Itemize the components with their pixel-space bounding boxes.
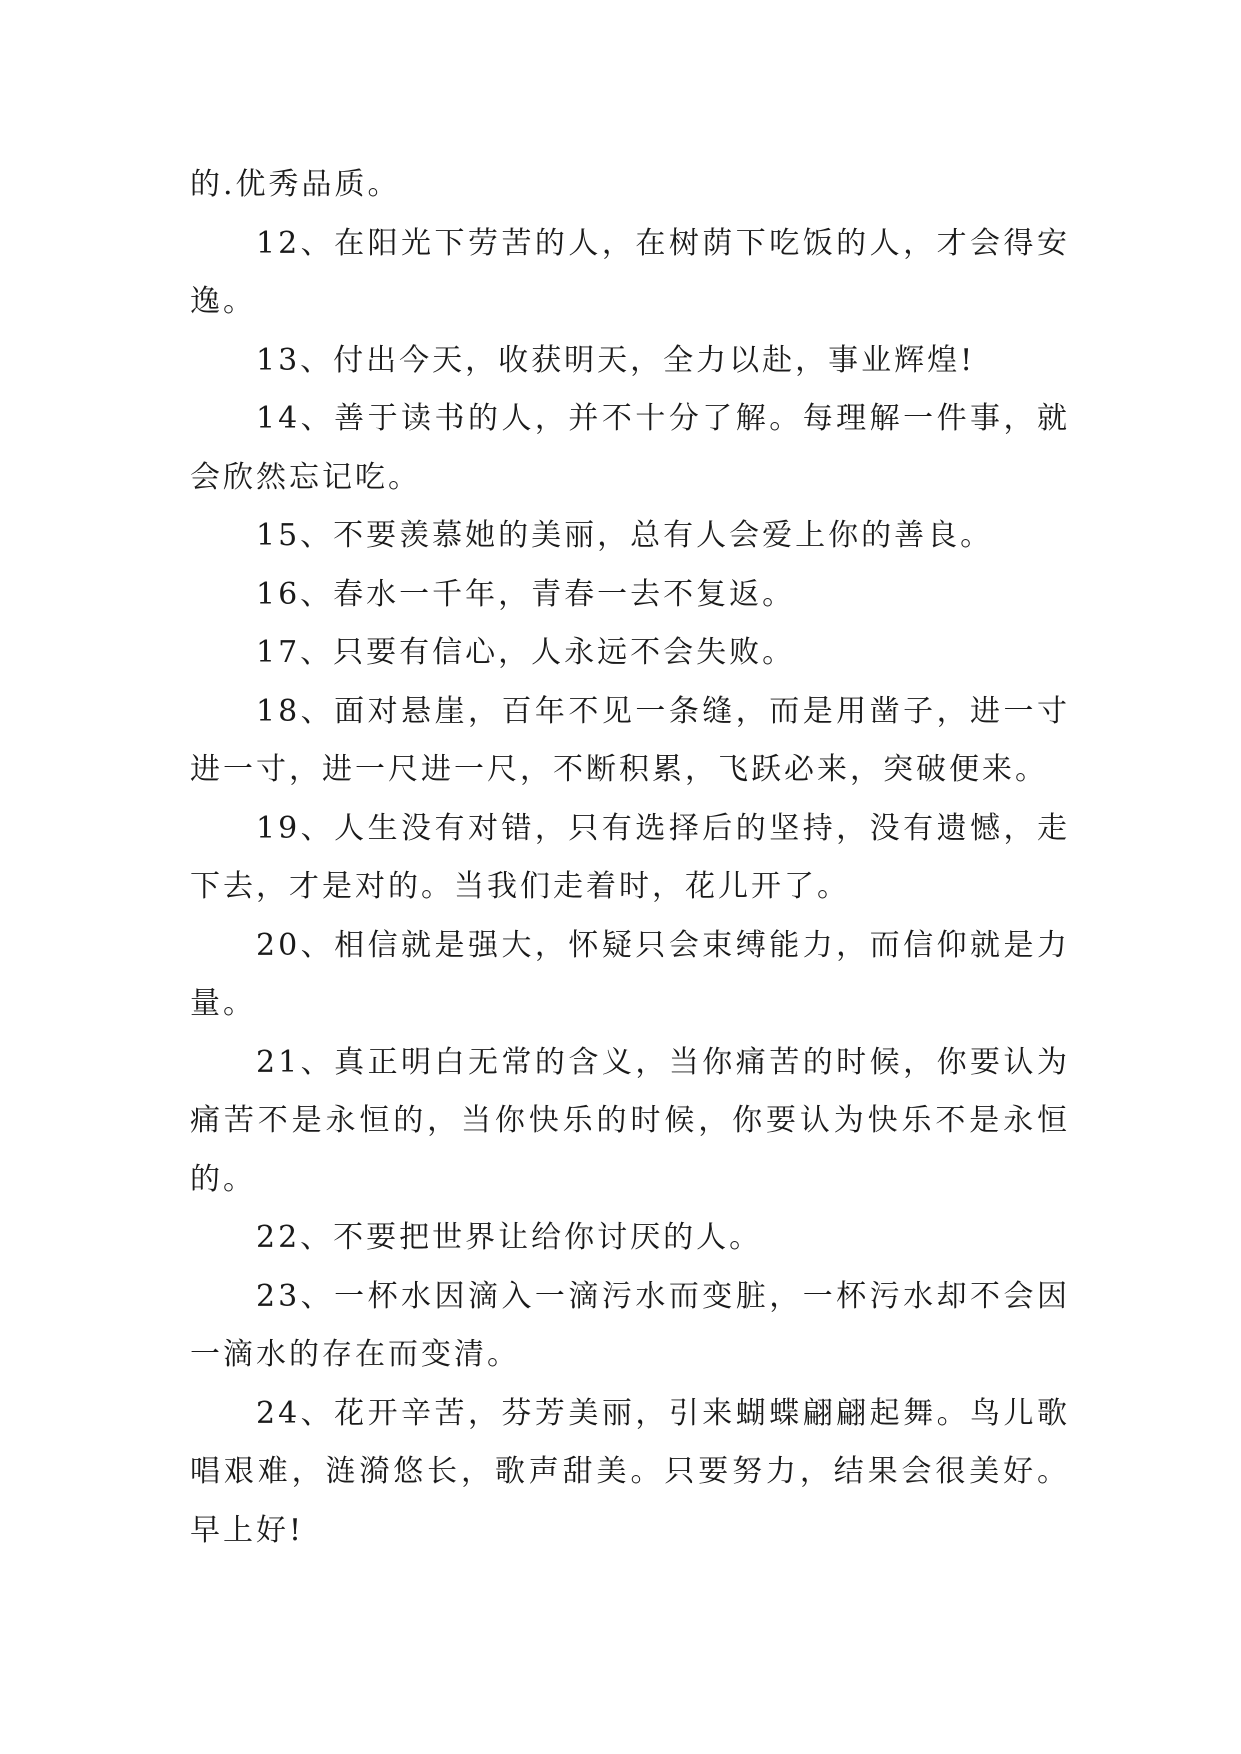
quote-item-22: 22、不要把世界让给你讨厌的人。 bbox=[256, 1220, 763, 1255]
quote-item-16: 16、春水一千年，青春一去不复返。 bbox=[256, 576, 796, 612]
quote-item-12: 12、在阳光下劳苦的人，在树荫下吃饭的人，才会得安逸。 bbox=[190, 225, 1070, 319]
quote-item-13: 13、付出今天，收获明天，全力以赴，事业辉煌! bbox=[256, 342, 976, 378]
quote-item-19: 19、人生没有对错，只有选择后的坚持，没有遗憾，走下去，才是对的。当我们走着时，花儿开了。 bbox=[190, 810, 1070, 904]
quote-item-17: 17、只要有信心，人永远不会失败。 bbox=[256, 635, 796, 670]
quote-item-20: 20、相信就是强大，怀疑只会束缚能力，而信仰就是力量。 bbox=[190, 927, 1070, 1021]
quote-item-24: 24、花开辛苦，芬芳美丽，引来蝴蝶翩翩起舞。鸟儿歌唱艰难，涟漪悠长，歌声甜美。只要努力，结果会很美好。早上好! bbox=[190, 1395, 1070, 1548]
quote-item-23: 23、一杯水因滴入一滴污水而变脏，一杯污水却不会因一滴水的存在而变清。 bbox=[190, 1278, 1070, 1372]
quote-item-14: 14、善于读书的人，并不十分了解。每理解一件事，就会欣然忘记吃。 bbox=[190, 401, 1070, 495]
quote-item-15: 15、不要羡慕她的美丽，总有人会爱上你的善良。 bbox=[256, 518, 994, 553]
quote-item-21: 21、真正明白无常的含义，当你痛苦的时候，你要认为痛苦不是永恒的，当你快乐的时候，你要认为快乐不是永恒的。 bbox=[190, 1044, 1070, 1197]
document-body bbox=[190, 156, 1070, 1560]
quote-item-18: 18、面对悬崖，百年不见一条缝，而是用凿子，进一寸进一寸，进一尺进一尺，不断积累，飞跃必来，突破便来。 bbox=[190, 693, 1070, 787]
paragraph-continuation: 的.优秀品质。 bbox=[190, 167, 401, 202]
